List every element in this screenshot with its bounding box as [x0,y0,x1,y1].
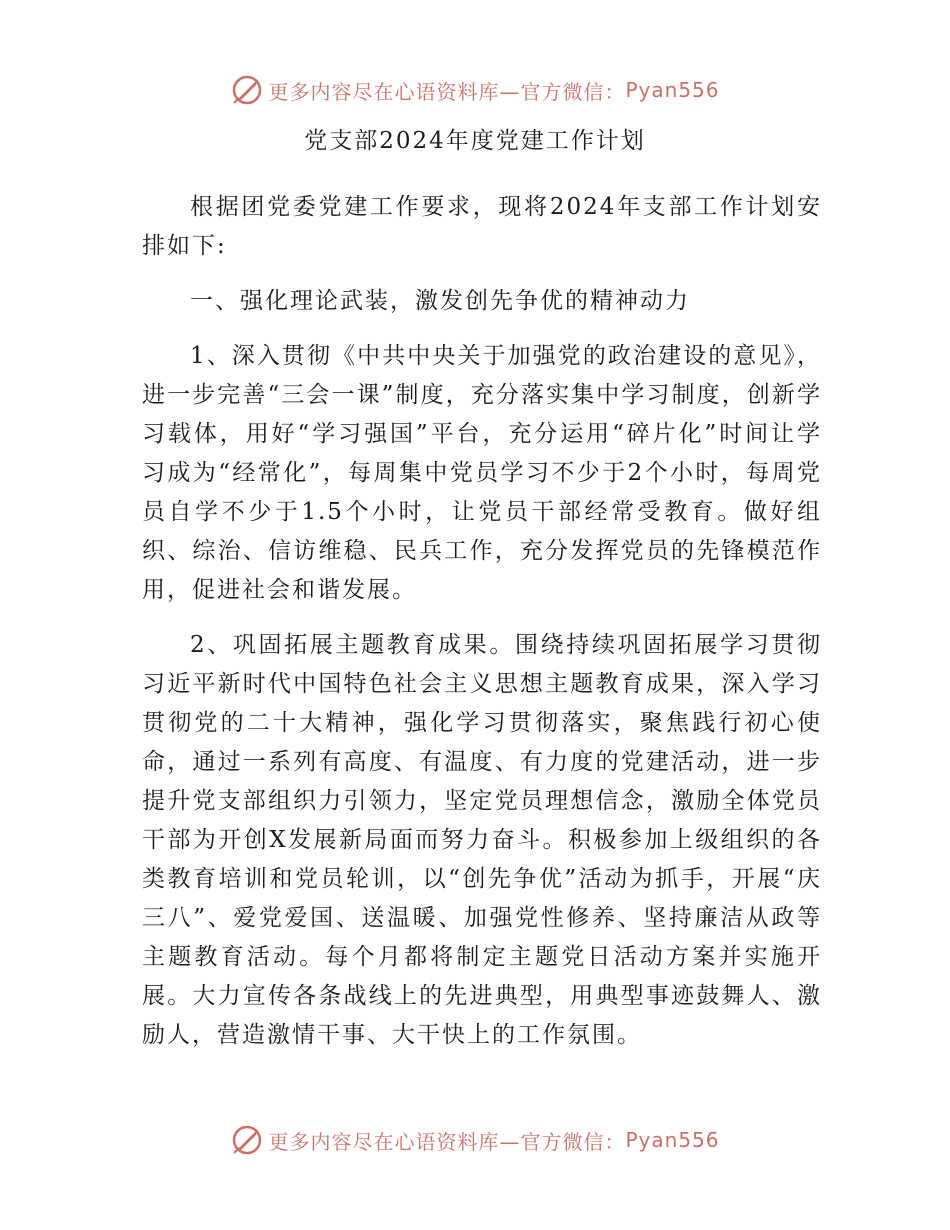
pen-logo-icon [230,73,264,107]
document-title: 党支部2024年度党建工作计划 [304,128,646,154]
watermark-banner-bottom [0,1120,950,1160]
watermark-banner-top [0,70,950,110]
intro-paragraph: 根据团党委党建工作要求，现将2024年支部工作计划安排如下: [142,194,822,259]
watermark-account: Pyan556 [625,1128,720,1152]
section-heading: 一、强化理论武装，激发创先争优的精神动力 [190,288,690,314]
document-body [142,172,822,1055]
item-2-paragraph: 2、巩固拓展主题教育成果。围绕持续巩固拓展学习贯彻习近平新时代中国特色社会主义思想主题教育成果，深入学习贯彻党的二十大精神，强化学习贯彻落实，聚焦践行初心使命，通过一系列有高度、有温度、有力度的党建活动，进一步提升党支部组织力引领力，坚定党员理想信念，激励全体党员干部为开创X发展新局面而努力奋斗。积极参加上级组织的各类教育培训和党员轮训，以“创先争优”活动为抓手，开展“庆三八”、爱党爱国、送温暖、加强党性修养、坚持廉洁从政等主题教育活动。每个月都将制定主题党日活动方案并实施开展。大力宣传各条战线上的先进典型，用典型事迹鼓舞人、激励人，营造激情干事、大干快上的工作氛围。 [142,632,822,1048]
watermark-account: Pyan556 [625,78,720,102]
pen-logo-icon [230,1123,264,1157]
item-1-paragraph: 1、深入贯彻《中共中央关于加强党的政治建设的意见》，进一步完善“三会一课”制度，充分落实集中学习制度，创新学习载体，用好“学习强国”平台，充分运用“碎片化”时间让学习成为“经常化”，每周集中党员学习不少于2个小时，每周党员自学不少于1.5个小时，让党员干部经常受教育。做好组织、综治、信访维稳、民兵工作，充分发挥党员的先锋模范作用，促进社会和谐发展。 [142,343,822,603]
watermark-text: 更多内容尽在心语资料库—官方微信： [268,1129,626,1154]
watermark-text: 更多内容尽在心语资料库—官方微信： [268,79,626,104]
